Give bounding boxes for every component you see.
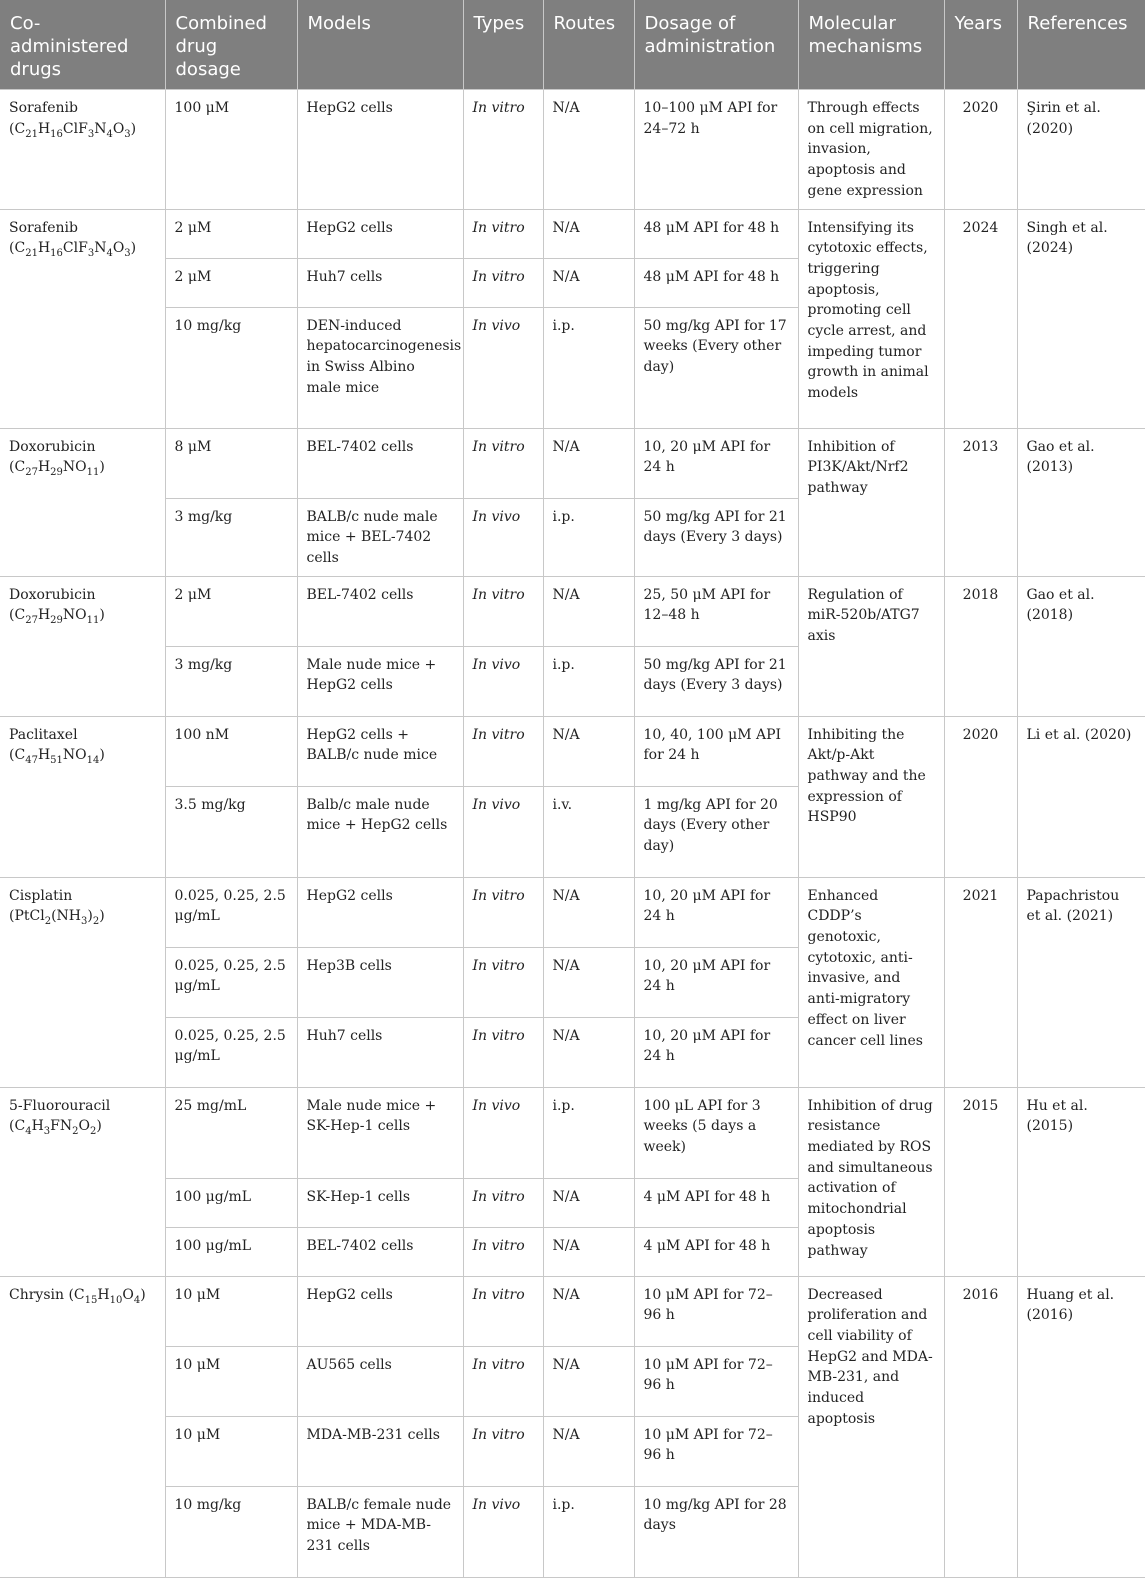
route-cell: i.p. — [543, 307, 634, 428]
admin-cell: 10, 20 μM API for 24 h — [634, 1017, 798, 1087]
drug-formula: $(C_{15}H_{10}O_4)$ — [68, 1286, 146, 1306]
drug-name: Doxorubicin — [9, 586, 96, 603]
admin-cell: 50 mg/kg API for 17 weeks (Every other day) — [634, 307, 798, 428]
route-cell: i.p. — [543, 646, 634, 716]
mechanism-cell: Enhanced CDDP’s genotoxic, cytotoxic, anti-invasive, and anti-migratory effect on liver cancer cell lines — [798, 877, 944, 1087]
drug-cell — [0, 576, 165, 716]
route-cell: i.p. — [543, 498, 634, 576]
admin-cell: 10, 20 μM API for 24 h — [634, 428, 798, 498]
drug-cell — [0, 209, 165, 428]
route-cell: i.p. — [543, 1087, 634, 1178]
reference-cell: Gao et al. (2018) — [1017, 576, 1145, 716]
dosage-cell: 0.025, 0.25, 2.5 μg/mL — [165, 877, 297, 947]
mechanism-cell: Intensifying its cytotoxic effects, triggering apoptosis, promoting cell cycle arrest, and impeding tumor growth in animal models — [798, 209, 944, 428]
dosage-cell: 3.5 mg/kg — [165, 786, 297, 877]
table-row — [0, 877, 1145, 947]
admin-cell: 100 μL API for 3 weeks (5 days a week) — [634, 1087, 798, 1178]
admin-cell: 10 μM API for 72–96 h — [634, 1416, 798, 1486]
dosage-cell: 100 nM — [165, 716, 297, 786]
header-mechanisms: Molecular mechanisms — [798, 0, 944, 90]
route-cell: i.v. — [543, 786, 634, 877]
year-cell: 2015 — [944, 1087, 1017, 1276]
model-cell: MDA-MB-231 cells — [297, 1416, 463, 1486]
reference-cell: Huang et al. (2016) — [1017, 1276, 1145, 1577]
drug-name: 5-Fluorouracil — [9, 1097, 111, 1114]
drug-cell — [0, 90, 165, 210]
type-cell: In vitro — [463, 1416, 543, 1486]
mechanism-cell: Decreased proliferation and cell viability of HepG2 and MDA-MB-231, and induced apoptosis — [798, 1276, 944, 1577]
reference-cell: Singh et al. (2024) — [1017, 209, 1145, 428]
drug-formula: $(C_{27}H_{29}NO_{11})$ — [9, 459, 105, 479]
model-cell: Huh7 cells — [297, 258, 463, 307]
type-cell: In vitro — [463, 576, 543, 646]
admin-cell: 10, 20 μM API for 24 h — [634, 947, 798, 1017]
admin-cell: 4 μM API for 48 h — [634, 1178, 798, 1227]
type-cell: In vitro — [463, 428, 543, 498]
mechanism-cell: Through effects on cell migration, invasion, apoptosis and gene expression — [798, 90, 944, 210]
header-years: Years — [944, 0, 1017, 90]
reference-cell: Papachristou et al. (2021) — [1017, 877, 1145, 1087]
drug-formula: $(C_{21}H_{16}ClF_3N_4O_3)$ — [9, 240, 137, 260]
mechanism-cell: Inhibition of PI3K/Akt/Nrf2 pathway — [798, 428, 944, 576]
dosage-cell: 10 mg/kg — [165, 1486, 297, 1577]
route-cell: N/A — [543, 1227, 634, 1276]
drug-name: Chrysin — [9, 1286, 65, 1303]
model-cell: BEL-7402 cells — [297, 576, 463, 646]
admin-cell: 4 μM API for 48 h — [634, 1227, 798, 1276]
admin-cell: 10 μM API for 72–96 h — [634, 1276, 798, 1346]
route-cell: N/A — [543, 1276, 634, 1346]
drug-name: Sorafenib — [9, 219, 78, 236]
dosage-cell: 0.025, 0.25, 2.5 μg/mL — [165, 947, 297, 1017]
type-cell: In vivo — [463, 1087, 543, 1178]
reference-cell: Hu et al. (2015) — [1017, 1087, 1145, 1276]
dosage-cell: 100 μg/mL — [165, 1227, 297, 1276]
table-row — [0, 1276, 1145, 1346]
type-cell: In vitro — [463, 716, 543, 786]
type-cell: In vitro — [463, 209, 543, 258]
header-dosage: Combined drug dosage — [165, 0, 297, 90]
dosage-cell: 2 μM — [165, 258, 297, 307]
header-types: Types — [463, 0, 543, 90]
route-cell: N/A — [543, 1178, 634, 1227]
model-cell: BEL-7402 cells — [297, 1227, 463, 1276]
route-cell: N/A — [543, 877, 634, 947]
route-cell: N/A — [543, 1017, 634, 1087]
table-row — [0, 428, 1145, 498]
drug-cell — [0, 428, 165, 576]
dosage-cell: 10 μM — [165, 1416, 297, 1486]
table-row — [0, 1087, 1145, 1178]
header-routes: Routes — [543, 0, 634, 90]
year-cell: 2016 — [944, 1276, 1017, 1577]
drug-cell — [0, 1087, 165, 1276]
type-cell: In vivo — [463, 307, 543, 428]
drug-formula: $(PtCl_2(NH_3)_2)$ — [9, 908, 105, 928]
type-cell: In vitro — [463, 1276, 543, 1346]
admin-cell: 10 μM API for 72–96 h — [634, 1346, 798, 1416]
admin-cell: 10 mg/kg API for 28 days — [634, 1486, 798, 1577]
mechanism-cell: Inhibition of drug resistance mediated by ROS and simultaneous activation of mitochondrial apoptosis pathway — [798, 1087, 944, 1276]
admin-cell: 48 μM API for 48 h — [634, 258, 798, 307]
drug-formula: $(C_{27}H_{29}NO_{11})$ — [9, 607, 105, 627]
dosage-cell: 10 μM — [165, 1346, 297, 1416]
route-cell: N/A — [543, 428, 634, 498]
model-cell: BALB/c female nude mice + MDA-MB-231 cells — [297, 1486, 463, 1577]
type-cell: In vitro — [463, 1178, 543, 1227]
model-cell: Hep3B cells — [297, 947, 463, 1017]
admin-cell: 50 mg/kg API for 21 days (Every 3 days) — [634, 646, 798, 716]
model-cell: HepG2 cells + BALB/c nude mice — [297, 716, 463, 786]
drug-name: Sorafenib — [9, 100, 78, 116]
header-admin: Dosage of administration — [634, 0, 798, 90]
model-cell: AU565 cells — [297, 1346, 463, 1416]
model-cell: SK-Hep-1 cells — [297, 1178, 463, 1227]
route-cell: N/A — [543, 209, 634, 258]
reference-cell: Gao et al. (2013) — [1017, 428, 1145, 576]
type-cell: In vitro — [463, 1346, 543, 1416]
table-row — [0, 90, 1145, 210]
year-cell: 2024 — [944, 209, 1017, 428]
table-row — [0, 716, 1145, 786]
year-cell: 2018 — [944, 576, 1017, 716]
model-cell: Balb/c male nude mice + HepG2 cells — [297, 786, 463, 877]
header-references: References — [1017, 0, 1145, 90]
model-cell: Male nude mice + SK-Hep-1 cells — [297, 1087, 463, 1178]
year-cell: 2021 — [944, 877, 1017, 1087]
model-cell: BALB/c nude male mice + BEL-7402 cells — [297, 498, 463, 576]
dosage-cell: 10 mg/kg — [165, 307, 297, 428]
dosage-cell: 100 μg/mL — [165, 1178, 297, 1227]
dosage-cell: 3 mg/kg — [165, 646, 297, 716]
type-cell: In vivo — [463, 786, 543, 877]
drug-formula: $(C_{21}H_{16}ClF_3N_4O_3)$ — [9, 120, 137, 140]
header-row — [0, 0, 1145, 90]
dosage-cell: 100 μM — [165, 90, 297, 210]
table-row — [0, 209, 1145, 258]
year-cell: 2013 — [944, 428, 1017, 576]
type-cell: In vitro — [463, 1017, 543, 1087]
type-cell: In vitro — [463, 947, 543, 1017]
model-cell: HepG2 cells — [297, 209, 463, 258]
model-cell: HepG2 cells — [297, 90, 463, 210]
dosage-cell: 0.025, 0.25, 2.5 μg/mL — [165, 1017, 297, 1087]
admin-cell: 10–100 μM API for 24–72 h — [634, 90, 798, 210]
route-cell: N/A — [543, 1416, 634, 1486]
admin-cell: 25, 50 μM API for 12–48 h — [634, 576, 798, 646]
mechanism-cell: Regulation of miR-520b/ATG7 axis — [798, 576, 944, 716]
type-cell: In vivo — [463, 646, 543, 716]
model-cell: DEN-induced hepatocarcinogenesis in Swiss Albino male mice — [297, 307, 463, 428]
dosage-cell: 3 mg/kg — [165, 498, 297, 576]
drug-cell — [0, 1276, 165, 1577]
drug-formula: $(C_4H_3FN_2O_2)$ — [9, 1118, 102, 1138]
route-cell: N/A — [543, 1346, 634, 1416]
admin-cell: 50 mg/kg API for 21 days (Every 3 days) — [634, 498, 798, 576]
dosage-cell: 25 mg/mL — [165, 1087, 297, 1178]
model-cell: Huh7 cells — [297, 1017, 463, 1087]
mechanism-cell: Inhibiting the Akt/p-Akt pathway and the expression of HSP90 — [798, 716, 944, 877]
route-cell: N/A — [543, 947, 634, 1017]
admin-cell: 48 μM API for 48 h — [634, 209, 798, 258]
reference-cell: Li et al. (2020) — [1017, 716, 1145, 877]
header-models: Models — [297, 0, 463, 90]
type-cell: In vitro — [463, 90, 543, 210]
model-cell: HepG2 cells — [297, 1276, 463, 1346]
drug-cell — [0, 877, 165, 1087]
type-cell: In vitro — [463, 1227, 543, 1276]
header-drugs: Co-administered drugs — [0, 0, 165, 90]
dosage-cell: 8 μM — [165, 428, 297, 498]
dosage-cell: 10 μM — [165, 1276, 297, 1346]
route-cell: i.p. — [543, 1486, 634, 1577]
dosage-cell: 2 μM — [165, 576, 297, 646]
admin-cell: 1 mg/kg API for 20 days (Every other day) — [634, 786, 798, 877]
table-row — [0, 576, 1145, 646]
year-cell: 2020 — [944, 716, 1017, 877]
dosage-cell: 2 μM — [165, 209, 297, 258]
model-cell: HepG2 cells — [297, 877, 463, 947]
model-cell: BEL-7402 cells — [297, 428, 463, 498]
route-cell: N/A — [543, 576, 634, 646]
type-cell: In vivo — [463, 1486, 543, 1577]
route-cell: N/A — [543, 90, 634, 210]
drug-cell — [0, 716, 165, 877]
drug-formula: $(C_{47}H_{51}NO_{14})$ — [9, 747, 105, 767]
drug-name: Cisplatin — [9, 887, 73, 904]
type-cell: In vitro — [463, 877, 543, 947]
route-cell: N/A — [543, 258, 634, 307]
type-cell: In vitro — [463, 258, 543, 307]
type-cell: In vivo — [463, 498, 543, 576]
admin-cell: 10, 40, 100 μM API for 24 h — [634, 716, 798, 786]
admin-cell: 10, 20 μM API for 24 h — [634, 877, 798, 947]
route-cell: N/A — [543, 716, 634, 786]
year-cell: 2020 — [944, 90, 1017, 210]
drug-name: Doxorubicin — [9, 438, 96, 455]
model-cell: Male nude mice + HepG2 cells — [297, 646, 463, 716]
drug-name: Paclitaxel — [9, 726, 78, 743]
reference-cell: Şirin et al. (2020) — [1017, 90, 1145, 210]
